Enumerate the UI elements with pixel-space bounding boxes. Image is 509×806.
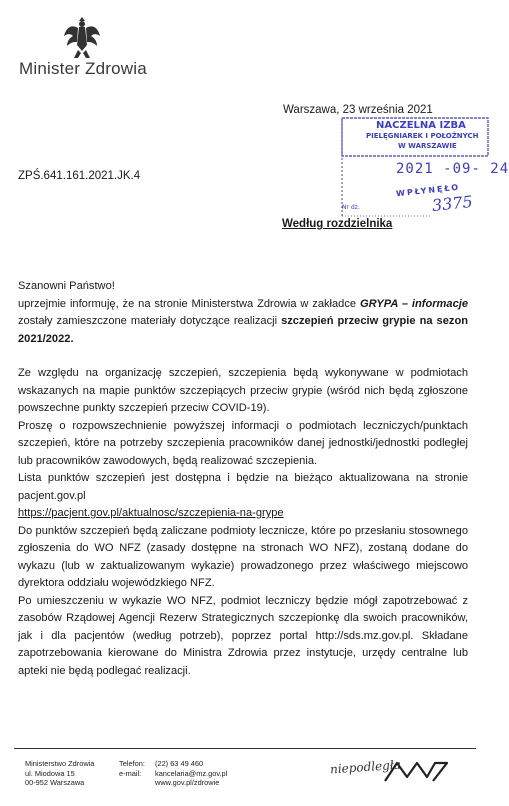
vaccination-url-link[interactable]: https://pacjent.gov.pl/aktualnosc/szczepienia-na-grype <box>18 507 284 519</box>
letter-date: Warszawa, 23 września 2021 <box>283 104 433 116</box>
paragraph-5: Do punktów szczepień będą zaliczane podmioty lecznicze, które po przesłaniu stosownego zgłoszenia do WO NFZ (zasady dostępne na stronach WO NFZ), zostaną dodane do wykazu (lub w zaktualizowanym wykazie) prowadzonego przez właściwego miejscowo dyrektora oddziału wojewódzkiego NFZ. <box>18 524 468 589</box>
stamp-name: NACZELNA IZBA <box>376 120 466 131</box>
salutation: Szanowni Państwo! <box>18 280 115 292</box>
footer-city: 00-952 Warszawa <box>25 778 85 787</box>
stamp-subtitle: PIELĘGNIAREK I POŁOŻNYCH <box>366 132 479 140</box>
footer-contact <box>119 759 227 788</box>
footer-divider <box>14 748 476 749</box>
footer-street: ul. Miodowa 15 <box>25 768 75 778</box>
paragraph-1 <box>18 296 468 349</box>
recipient-line: Według rozdzielnika <box>282 218 393 230</box>
niepodlegla-logo: niepodległa <box>329 757 402 777</box>
paragraph-3: Proszę o rozpowszechnienie powyższej informacji o podmiotach leczniczych/punktach szczepień, które na potrzeby szczepienia pracowników danej jednostki/jednostki podległej lub pracowników zawodowych, będą realizować szczepienia. <box>18 419 468 467</box>
email-address[interactable]: kancelaria@mz.gov.pl <box>155 768 228 778</box>
phone-number: (22) 63 49 460 <box>155 759 204 768</box>
grypa-tab-link: GRYPA – informacje <box>359 297 468 310</box>
stamp-city: W WARSZAWIE <box>398 142 457 150</box>
website-link[interactable]: www.gov.pl/zdrowie <box>155 778 220 787</box>
ministry-brand: Minister Zdrowia <box>19 59 147 78</box>
stamp-number: 3375 <box>431 191 474 216</box>
footer-address <box>25 759 94 788</box>
stamp-number-label: Nr dz. <box>342 204 360 211</box>
phone-label: Telefon: <box>119 759 145 768</box>
paragraph-1-text-a: uprzejmie informuję, że na stronie Ministerstwa Zdrowia w zakładce <box>18 297 360 310</box>
paragraph-1-text-b: zostały zamieszczone materiały dotyczące realizacji <box>18 315 282 327</box>
footer-org: Ministerstwo Zdrowia <box>25 759 95 768</box>
eagle-emblem-icon <box>63 14 101 60</box>
letter-body <box>18 278 468 680</box>
received-stamp <box>340 116 509 220</box>
stamp-date: 2021 -09- 24 <box>396 161 509 177</box>
stamp-received: WPŁYNĘŁO <box>395 182 461 199</box>
email-label: e-mail: <box>119 768 142 778</box>
paragraph-6: Po umieszczeniu w wykazie WO NFZ, podmiot leczniczy będzie mógł zapotrzebować z zasobów Rządowej Agencji Rezerw Strategicznych szczepionkę dla swoich pracowników, jak i dla pacjentów (według potrzeb), poprzez portal http://sds.mz.gov.pl. Składane zapotrzebowania kierowane do Ministra Zdrowia przez instytucje, urzędy centralne lub apteki nie będą podlegać realizacji. <box>18 594 468 677</box>
paragraph-4: Lista punktów szczepień jest dostępna i będzie na bieżąco aktualizowana na stronie pacjent.gov.pl <box>18 472 468 502</box>
reference-number: ZPŚ.641.161.2021.JK.4 <box>18 170 141 182</box>
paragraph-2: Ze względu na organizację szczepień, szczepienia będą wykonywane w podmiotach wskazanych na mapie punktów szczepiących przeciw grypie (wśród nich będą zgłoszone powszechne punkty szczepień przeciw COVID-19). <box>18 367 468 414</box>
paragraph-1-bold: szczepień przeciw grypie na sezon 2021/2022. <box>18 315 468 345</box>
mz-logo-icon <box>383 757 449 783</box>
